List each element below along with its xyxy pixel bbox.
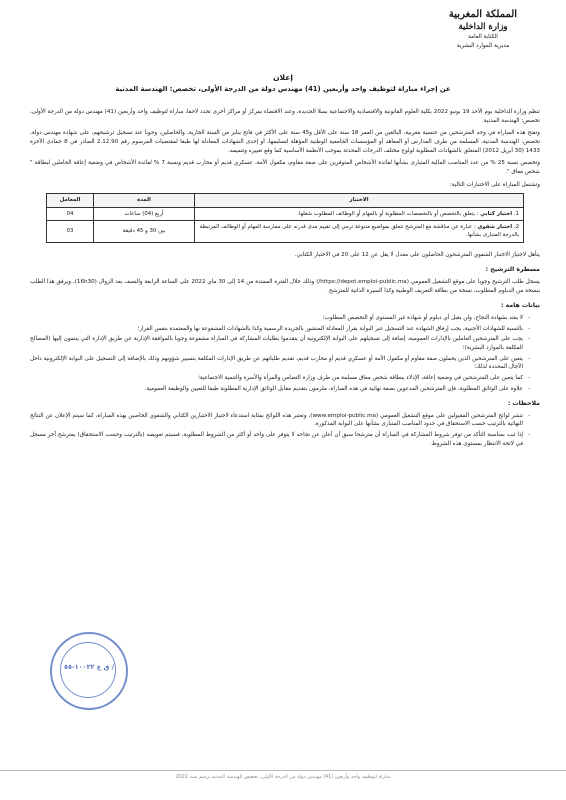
remarks-list [30,412,540,449]
exam-cell [195,207,524,220]
intro-paragraph: وتفتح هذه المباراة في وجه المترشحين من جنسية مغربية، البالغين من العمر 18 سنة على الأقل و45 سنة على الأكثر في فاتح يناير من السنة الجارية، والحاصلين، وجوبا عند تسجيل ترشيحهم، على شهادة مهندس دولة، تخصص: الهندسة المدنية، المسلمة من طرف المدارس أو المعاهد أو المؤسسات الجامعية الوطنية المؤهلة لتسليمها، أو إحدى الشهادات المعادلة لها طبقا لمقتضيات المرسوم رقم 2.12.90 الصادر في 8 جمادى الآخرة 1433 (30 أبريل 2012) المتعلق بالشهادات المطلوبة لولوج مختلف الدرجات المحدثة بموجب الأنظمة الأساسية كما وقع تغييره وتتميمه. [30,130,541,154]
duration-header: المدة [94,194,195,207]
important-notes-title: بيانات هامة : [500,302,540,310]
list-item: - يجب على المترشحين العاملين بالإدارات العمومية، إضافة إلى تسجيلهم على البوابة الإلكترونية أن يتقدموا بطلبات المشاركة في المباراة مشفوعة وجوبا بالموافقة الإدارية عن طريق الإدارة التي ينتمون إليها (المصالح المكلفة بالموارد البشرية)؛ [30,335,530,352]
duration-cell: بين 30 و 45 دقيقة [94,221,195,243]
table-row [47,221,524,243]
list-item: - بالنسبة للشهادات الأجنبية، يجب إرفاق الشهادة عند التسجيل عبر البوابة بقرار المعادلة المنشور بالجريدة الرسمية وكذا بالشهادات المشفوعة بها والمعتمدة بنفس القرار؛ [30,325,530,334]
ministry-name: وزارة الداخلية [458,21,508,32]
exam-number: 2. [513,224,519,230]
exam-cell [195,221,524,243]
list-item: - كما يتعين على المترشحين في وضعية إعاقة، الإدلاء ببطاقة شخص معاق مسلمة من طرف وزارة التضامن والمرأة والأسرة والتنمية الاجتماعية؛ [30,374,530,383]
coefficient-header: المعامل [47,194,94,207]
candidacy-text: يسجل طلب الترشيح وجوبا على موقع التشغيل العمومي (https://depot.emploi-public.ma/) وذلك خلال الفترة الممتدة من 14 إلى 30 ماي 2022 على الساعة الرابعة والنصف بعد الزوال (16h30)، ويرفق هذا الطلب بنسخة من الدبلوم المطلوب، نسخة من بطاقة التعريف الوطنية وكذا السيرة الذاتية للمترشح. [30,279,540,294]
letterhead [428,8,538,50]
duration-cell: أربع (04) ساعات [94,207,195,220]
secretariat-name: الكتابة العامة [468,34,498,41]
exams-table-header [47,194,524,207]
list-item: - علاوة على الوثائق المطلوبة، فإن المترشحين المدعوين بصفة نهائية في هذه المباراة، ملزمون بتقديم مقابل الوثائق الإدارية المطلوبة طبقا للتعيين والوظيفة العمومية. [30,385,530,394]
exam-description: : يتعلق بالتخصص أو بالتخصصات المطلوبة أو بالمهام أو الوظائف المطلوب شغلها. [297,210,479,217]
exam-name: اختبار كتابي [480,210,513,217]
directorate-name: مديرية الموارد البشرية [456,42,510,49]
list-item: - يتعين على المترشحين الذين يحملون صفة مقاوم أو مكفول الأمة أو عسكري قديم أو محارب قديم، تقديم طلباتهم عن طريق الإدارات المكلفة بتسيير شؤونهم وذلك بالإضافة إلى التسجيل على البوابة الإلكترونية داخل الآجال المحددة لذلك؛ [30,355,530,372]
exams-table [46,193,524,243]
kingdom-name: المملكة المغربية [448,9,518,20]
page-footer: مباراة لتوظيف واحد وأربعين (41) مهندس دولة من الدرجة الأولى، تخصص الهندسة المدنية برسم سنة 2022 [0,770,566,781]
oral-qualification-note: يتأهل لاجتياز الاختبار الشفوي المترشحون الحاصلون على معدل لا يقل عن 12 على 20 في الاختبار الكتابي. [294,251,540,258]
announcement-subtitle: عن إجراء مباراة لتوظيف واحد وأربعين (41) مهندس دولة من الدرجة الأولى، تخصص: الهندسة المدنية [115,85,451,93]
announcement-title: إعلان [273,73,293,82]
list-item: - إذا ثبت بمناسبة التأكد من توفر شروط المشاركة في المباراة أن مترشحا سبق أن أعلن عن نجاحه لا يتوفر على واحد أو أكثر من الشروط المطلوبة، فسيتم تعويضه (بالترتيب وحسب الاستحقاق) بمترشح آخر مسجل في لائحة الانتظار بمستوى هذه الشروط. [30,431,530,448]
stamp-text: ق ع ١٠٠٢٢-٥٥ / [64,663,114,671]
coefficient-cell: 03 [47,221,94,243]
list-item: - تنشر لوائح المترشحين المقبولين على موقع التشغيل العمومي (www.emploi-public.ma)، وتعتبر هذه اللوائح بمثابة استدعاء لاجتياز الاختبارين الكتابي والشفوي الخاصين بهذه المباراة، كما سيتم الإعلان عن النتائج النهائية بالترتيب حسب الاستحقاق في حدود المناصب المتبارى بشأنها على البوابة المذكورة. [30,412,530,429]
important-notes-list [30,314,540,393]
exam-number: 1. [513,210,519,217]
announcement-body [30,108,540,450]
exam-name: اختبار شفوي [477,224,513,230]
intro-paragraph: وتخصص نسبة 25 % من عدد المناصب المالية المتبارى بشأنها لفائدة الأشخاص المتوفرين على صفة مقاوم، مكفول الأمة، عسكري قديم أو محارب قديم ونسبة 7 % لفائدة الأشخاص في وضعية إعاقة الحاملين لبطاقة " شخص معاق ". [30,160,540,175]
exam-header: الاختبار [195,194,524,207]
intro-paragraph: تنظم وزارة الداخلية يوم الأحد 19 يونيو 2022 بكلية العلوم القانونية والاقتصادية والاجتماعية بسلا الجديدة، وعند الاقتضاء بمركز أو مراكز أخرى تحدد لاحقا، مباراة لتوظيف واحد وأربعين (41) مهندس دولة من الدرجة الأولى، تخصص: الهندسة المدنية. [30,109,540,124]
candidacy-title: مسطرة الترشيح : [485,266,540,274]
intro-paragraph: وتشتمل المباراة على الاختبارات التالية: [449,181,540,188]
table-row [47,207,524,220]
coefficient-cell: 04 [47,207,94,220]
remarks-title: ملاحظات : [507,400,540,408]
exam-description: : عبارة عن مناقشة مع المترشح تتعلق بمواضيع متنوعة ترمي إلى تقييم مدى قدرته على ممارسة المهام أو الوظائف المرتبطة بالدرجة المتبارى بشأنها. [199,224,519,239]
list-item: - لا يعتد بشهادة النجاح، ولن يقبل أي دبلوم أو شهادة غير المستوى أو التخصص المطلوب؛ [30,314,530,323]
official-stamp [50,632,128,710]
